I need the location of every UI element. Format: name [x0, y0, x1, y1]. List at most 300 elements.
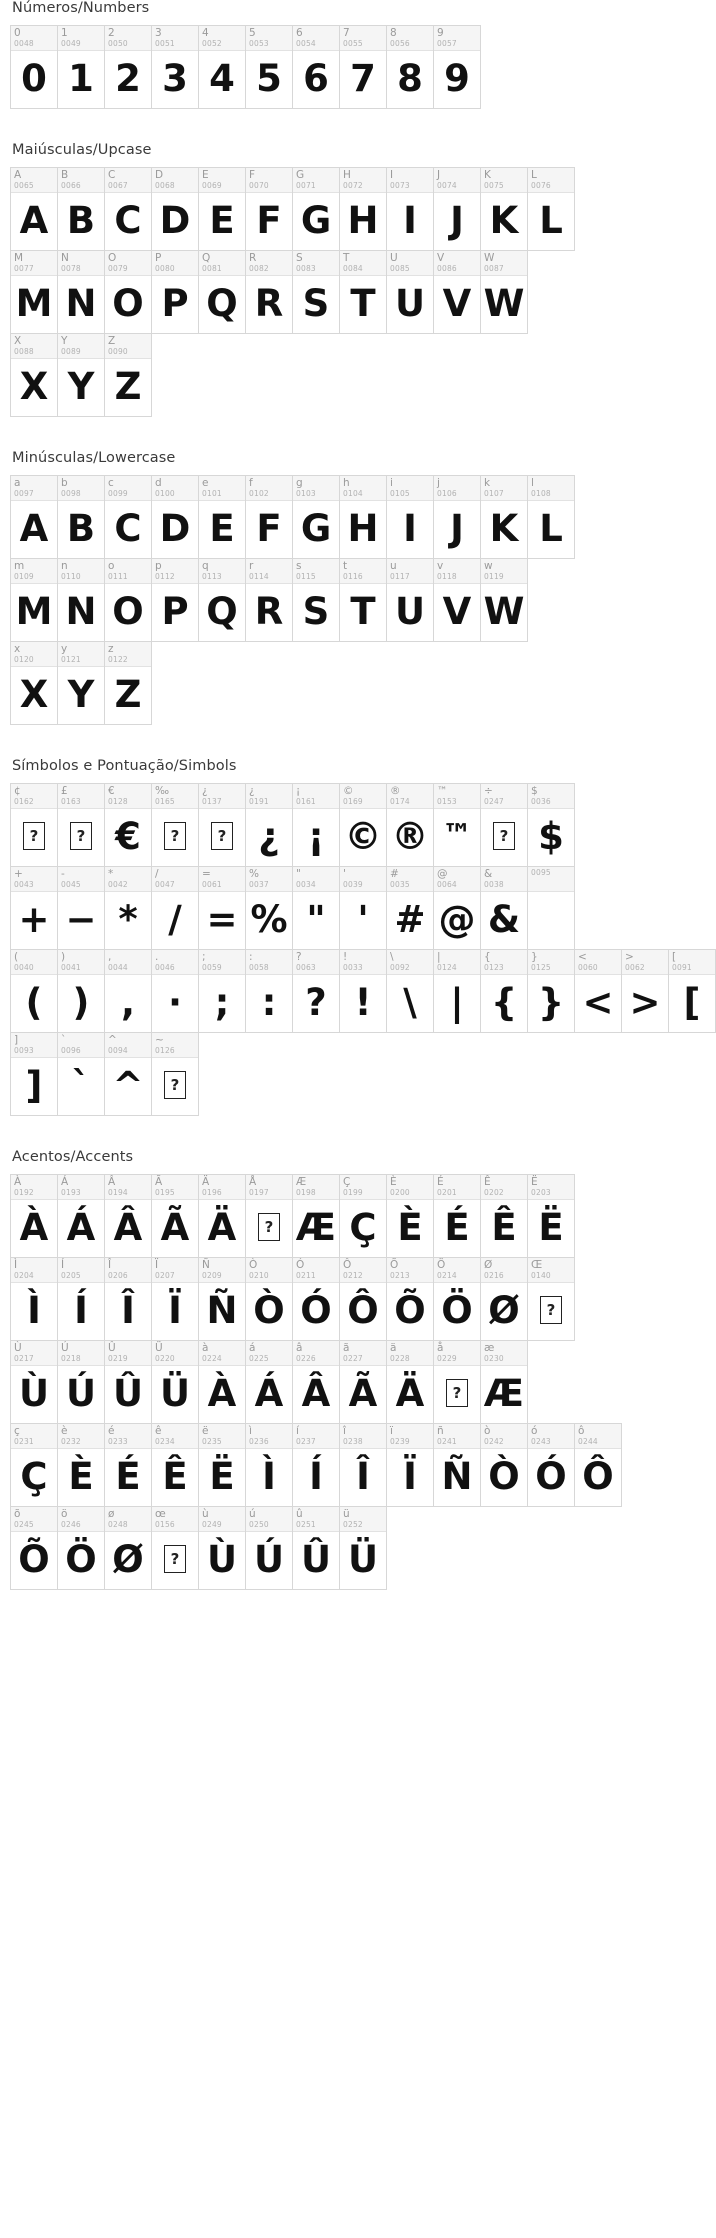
glyph-char-label: É [437, 1176, 444, 1188]
glyph-cell[interactable] [151, 1257, 199, 1341]
glyph-cell[interactable] [57, 641, 105, 725]
glyph-char-label: ç [14, 1425, 20, 1437]
glyph-char-label: Ù [14, 1342, 22, 1354]
glyph-char-label: , [108, 951, 112, 963]
glyph-row [10, 333, 151, 416]
glyph-cell[interactable] [10, 1506, 58, 1590]
glyph-cell[interactable] [480, 1174, 528, 1258]
glyph-code-label: 0216 [484, 1271, 504, 1280]
glyph-cell[interactable] [57, 167, 105, 251]
glyph-cell[interactable] [57, 783, 105, 867]
glyph-cell-header [152, 26, 198, 51]
glyph-char-label: ù [202, 1508, 209, 1520]
glyph-cell[interactable] [104, 1340, 152, 1424]
glyph-cell[interactable] [104, 25, 152, 109]
glyph-cell-header [246, 1507, 292, 1532]
glyph-code-label: 0064 [437, 880, 457, 889]
glyph-char-label: C [108, 169, 116, 181]
glyph-cell[interactable] [433, 167, 481, 251]
glyph-cell[interactable] [198, 1423, 246, 1507]
glyph-code-label: 0067 [108, 181, 128, 190]
glyph-cell[interactable] [104, 866, 152, 950]
glyph-code-label: 0081 [202, 264, 222, 273]
glyph-cell[interactable] [433, 475, 481, 559]
glyph-cell-header [293, 1507, 339, 1532]
glyph-cell-header [481, 1424, 527, 1449]
glyph-cell[interactable] [10, 250, 58, 334]
glyph-code-label: 0218 [61, 1354, 81, 1363]
glyph-char-label: ] [14, 1034, 19, 1046]
glyph-cell-header [293, 1175, 339, 1200]
glyph-cell[interactable] [151, 949, 199, 1033]
glyph-cell[interactable] [386, 1257, 434, 1341]
glyph-preview: © [344, 814, 382, 858]
glyph-cell[interactable] [104, 1423, 152, 1507]
glyph-preview: [ [683, 980, 701, 1024]
glyph-cell[interactable] [10, 1174, 58, 1258]
notdef-box-icon: ? [164, 1545, 186, 1573]
glyph-cell[interactable] [386, 25, 434, 109]
glyph-char-label: ¿ [249, 785, 255, 797]
glyph-char-label: À [14, 1176, 22, 1188]
glyph-cell[interactable] [574, 949, 622, 1033]
glyph-cell[interactable] [527, 783, 575, 867]
glyph-cell[interactable] [57, 1257, 105, 1341]
glyph-cell[interactable] [57, 250, 105, 334]
glyph-code-label: 0101 [202, 489, 222, 498]
glyph-char-label: [ [672, 951, 677, 963]
glyph-code-label: 0117 [390, 572, 410, 581]
glyph-cell[interactable] [57, 25, 105, 109]
glyph-char-label: 2 [108, 27, 115, 39]
glyph-cell[interactable] [151, 783, 199, 867]
glyph-cell[interactable] [151, 475, 199, 559]
glyph-cell[interactable] [151, 558, 199, 642]
glyph-cell[interactable] [480, 1340, 528, 1424]
glyph-code-label: 0153 [437, 797, 457, 806]
glyph-cell[interactable] [480, 475, 528, 559]
glyph-cell[interactable] [527, 1174, 575, 1258]
glyph-cell-header [481, 950, 527, 975]
glyph-cell[interactable] [57, 1032, 105, 1116]
glyph-preview: 9 [444, 56, 470, 100]
glyph-preview [152, 1532, 198, 1589]
glyph-cell[interactable] [433, 1340, 481, 1424]
glyph-cell[interactable] [245, 1174, 293, 1258]
glyph-cell[interactable] [574, 1423, 622, 1507]
section-title: Símbolos e Pontuação/Simbols [12, 758, 237, 774]
glyph-char-label: | [437, 951, 441, 963]
glyph-preview: @ [438, 897, 476, 941]
glyph-cell[interactable] [668, 949, 716, 1033]
glyph-code-label: 0079 [108, 264, 128, 273]
glyph-char-label: N [61, 252, 69, 264]
glyph-preview: B [66, 198, 96, 242]
glyph-cell[interactable] [198, 866, 246, 950]
glyph-cell-header [387, 784, 433, 809]
glyph-cell-header [105, 334, 151, 359]
section-title: Acentos/Accents [12, 1149, 134, 1165]
glyph-preview: H [347, 506, 379, 550]
glyph-cell[interactable] [527, 866, 575, 950]
glyph-cell[interactable] [527, 475, 575, 559]
glyph-cell[interactable] [245, 167, 293, 251]
glyph-cell[interactable] [57, 333, 105, 417]
glyph-cell[interactable] [621, 949, 669, 1033]
glyph-char-label: & [484, 868, 493, 880]
glyph-preview: 2 [115, 56, 141, 100]
glyph-code-label: 0094 [108, 1046, 128, 1055]
glyph-cell[interactable] [527, 1257, 575, 1341]
glyph-cell-header [528, 1424, 574, 1449]
glyph-cell-header [199, 1424, 245, 1449]
glyph-cell[interactable] [292, 866, 340, 950]
glyph-preview: Ç [20, 1454, 48, 1498]
glyph-cell[interactable] [433, 558, 481, 642]
glyph-code-label: 0098 [61, 489, 81, 498]
glyph-preview: J [450, 198, 464, 242]
notdef-box-icon: ? [540, 1296, 562, 1324]
glyph-char-label: Ø [484, 1259, 493, 1271]
glyph-cell[interactable] [57, 1340, 105, 1424]
glyph-cell[interactable] [198, 25, 246, 109]
glyph-char-label: B [61, 169, 69, 181]
glyph-preview: Ï [403, 1454, 417, 1498]
glyph-cell[interactable] [104, 1257, 152, 1341]
glyph-char-label: t [343, 560, 348, 572]
glyph-cell[interactable] [151, 1032, 199, 1116]
glyph-cell[interactable] [292, 1340, 340, 1424]
glyph-cell-header [528, 867, 574, 892]
glyph-cell[interactable] [245, 475, 293, 559]
glyph-preview: } [537, 980, 565, 1024]
glyph-cell[interactable] [480, 783, 528, 867]
glyph-code-label: 0041 [61, 963, 81, 972]
glyph-char-label: E [202, 169, 209, 181]
glyph-cell[interactable] [198, 250, 246, 334]
glyph-cell[interactable] [480, 250, 528, 334]
glyph-preview: Ü [159, 1371, 191, 1415]
glyph-cell[interactable] [245, 949, 293, 1033]
glyph-cell[interactable] [151, 1340, 199, 1424]
glyph-preview: 3 [162, 56, 188, 100]
glyph-cell[interactable] [198, 1506, 246, 1590]
glyph-code-label: 0085 [390, 264, 410, 273]
glyph-cell-header [246, 1424, 292, 1449]
glyph-cell[interactable] [527, 949, 575, 1033]
glyph-cell-header [434, 559, 480, 584]
glyph-row [10, 25, 480, 108]
glyph-row [10, 1423, 621, 1506]
glyph-cell[interactable] [480, 1257, 528, 1341]
glyph-preview: * [118, 897, 138, 941]
glyph-cell-header [105, 1258, 151, 1283]
glyph-cell[interactable] [151, 1423, 199, 1507]
glyph-cell[interactable] [433, 949, 481, 1033]
glyph-cell[interactable] [386, 866, 434, 950]
glyph-section [0, 1149, 661, 1589]
glyph-char-label: 4 [202, 27, 209, 39]
glyph-cell[interactable] [104, 167, 152, 251]
glyph-cell-header [246, 559, 292, 584]
glyph-preview: < [582, 980, 614, 1024]
glyph-char-label: û [296, 1508, 303, 1520]
glyph-preview: R [254, 589, 284, 633]
glyph-cell[interactable] [339, 558, 387, 642]
glyph-cell[interactable] [245, 1340, 293, 1424]
glyph-cell-header [528, 784, 574, 809]
glyph-cell[interactable] [339, 1423, 387, 1507]
glyph-cell[interactable] [292, 25, 340, 109]
glyph-preview: { [490, 980, 518, 1024]
glyph-cell-header [199, 559, 245, 584]
glyph-code-label: 0194 [108, 1188, 128, 1197]
glyph-cell[interactable] [10, 1423, 58, 1507]
glyph-cell[interactable] [339, 1174, 387, 1258]
glyph-cell[interactable] [480, 167, 528, 251]
glyph-cell[interactable] [339, 25, 387, 109]
glyph-cell[interactable] [104, 949, 152, 1033]
glyph-cell-header [152, 1341, 198, 1366]
glyph-cell[interactable] [57, 558, 105, 642]
section-title: Maiúsculas/Upcase [12, 142, 152, 158]
glyph-cell[interactable] [10, 866, 58, 950]
glyph-code-label: 0061 [202, 880, 222, 889]
glyph-cell[interactable] [339, 167, 387, 251]
glyph-cell[interactable] [104, 333, 152, 417]
glyph-cell[interactable] [198, 783, 246, 867]
glyph-cell[interactable] [10, 949, 58, 1033]
glyph-cell[interactable] [104, 558, 152, 642]
glyph-preview: Á [66, 1205, 96, 1249]
glyph-cell[interactable] [527, 1423, 575, 1507]
glyph-code-label: 0104 [343, 489, 363, 498]
glyph-cell[interactable] [386, 1340, 434, 1424]
glyph-cell[interactable] [57, 475, 105, 559]
glyph-cell[interactable] [10, 558, 58, 642]
glyph-cell[interactable] [386, 949, 434, 1033]
glyph-cell[interactable] [57, 1506, 105, 1590]
glyph-char-label: 9 [437, 27, 444, 39]
glyph-preview: M [15, 281, 53, 325]
glyph-code-label: 0107 [484, 489, 504, 498]
glyph-char-label: ¡ [296, 785, 301, 797]
glyph-cell[interactable] [245, 866, 293, 950]
glyph-row [10, 1340, 527, 1423]
glyph-cell[interactable] [292, 558, 340, 642]
glyph-cell[interactable] [10, 783, 58, 867]
glyph-cell[interactable] [245, 25, 293, 109]
glyph-cell[interactable] [386, 783, 434, 867]
glyph-cell[interactable] [198, 1174, 246, 1258]
glyph-cell[interactable] [245, 250, 293, 334]
glyph-cell[interactable] [198, 1257, 246, 1341]
glyph-cell[interactable] [292, 167, 340, 251]
glyph-cell[interactable] [292, 1257, 340, 1341]
glyph-cell[interactable] [151, 1506, 199, 1590]
glyph-cell[interactable] [198, 1340, 246, 1424]
glyph-cell[interactable] [433, 783, 481, 867]
glyph-cell[interactable] [386, 558, 434, 642]
glyph-cell-header [58, 559, 104, 584]
glyph-cell[interactable] [198, 167, 246, 251]
glyph-cell[interactable] [339, 866, 387, 950]
glyph-cell[interactable] [433, 1174, 481, 1258]
glyph-cell[interactable] [480, 1423, 528, 1507]
glyph-cell[interactable] [292, 1174, 340, 1258]
glyph-cell[interactable] [433, 25, 481, 109]
glyph-cell-header [387, 1424, 433, 1449]
glyph-char-label: u [390, 560, 397, 572]
glyph-cell[interactable] [480, 866, 528, 950]
glyph-cell[interactable] [10, 333, 58, 417]
glyph-code-label: 0206 [108, 1271, 128, 1280]
glyph-cell[interactable] [292, 949, 340, 1033]
glyph-cell[interactable] [10, 641, 58, 725]
glyph-cell[interactable] [339, 475, 387, 559]
glyph-cell-header [199, 950, 245, 975]
glyph-cell[interactable] [433, 1257, 481, 1341]
glyph-preview: Y [67, 672, 95, 716]
glyph-cell[interactable] [10, 167, 58, 251]
glyph-char-label: Ò [249, 1259, 258, 1271]
glyph-cell[interactable] [292, 1506, 340, 1590]
glyph-cell[interactable] [57, 1174, 105, 1258]
glyph-cell[interactable] [151, 250, 199, 334]
glyph-char-label: 6 [296, 27, 303, 39]
glyph-code-label: 0123 [484, 963, 504, 972]
glyph-cell[interactable] [292, 250, 340, 334]
glyph-row [10, 558, 527, 641]
glyph-code-label: 0033 [343, 963, 363, 972]
glyph-char-label: á [249, 1342, 256, 1354]
glyph-cell[interactable] [480, 949, 528, 1033]
glyph-cell[interactable] [104, 475, 152, 559]
glyph-code-label: 0214 [437, 1271, 457, 1280]
glyph-cell[interactable] [151, 167, 199, 251]
glyph-cell[interactable] [198, 949, 246, 1033]
glyph-cell[interactable] [104, 1174, 152, 1258]
glyph-cell-header [340, 1507, 386, 1532]
glyph-cell[interactable] [480, 558, 528, 642]
glyph-char-label: Q [202, 252, 211, 264]
glyph-cell[interactable] [151, 866, 199, 950]
glyph-cell[interactable] [339, 250, 387, 334]
glyph-cell-header [152, 1507, 198, 1532]
glyph-cell[interactable] [104, 641, 152, 725]
glyph-cell[interactable] [386, 1423, 434, 1507]
glyph-cell[interactable] [57, 866, 105, 950]
glyph-cell[interactable] [433, 866, 481, 950]
glyph-preview: ™ [442, 818, 472, 853]
glyph-cell[interactable] [386, 475, 434, 559]
glyph-char-label: ? [296, 951, 302, 963]
glyph-preview [199, 809, 245, 866]
glyph-cell-header [11, 1507, 57, 1532]
glyph-cell[interactable] [245, 1423, 293, 1507]
glyph-cell[interactable] [386, 167, 434, 251]
glyph-char-label: } [531, 951, 538, 963]
glyph-cell[interactable] [339, 1340, 387, 1424]
glyph-cell-header [58, 1175, 104, 1200]
glyph-cell[interactable] [339, 1506, 387, 1590]
glyph-cell[interactable] [10, 475, 58, 559]
glyph-cell[interactable] [339, 783, 387, 867]
glyph-cell[interactable] [292, 475, 340, 559]
glyph-cell[interactable] [104, 250, 152, 334]
glyph-cell[interactable] [104, 783, 152, 867]
glyph-preview: Ë [538, 1205, 564, 1249]
glyph-cell-header [434, 1175, 480, 1200]
glyph-char-label: ' [343, 868, 346, 880]
glyph-cell[interactable] [292, 783, 340, 867]
glyph-cell[interactable] [198, 475, 246, 559]
glyph-cell[interactable] [433, 1423, 481, 1507]
glyph-cell[interactable] [433, 250, 481, 334]
glyph-preview: T [350, 281, 376, 325]
glyph-code-label: 0115 [296, 572, 316, 581]
glyph-cell[interactable] [151, 1174, 199, 1258]
glyph-cell[interactable] [198, 558, 246, 642]
glyph-cell[interactable] [339, 949, 387, 1033]
glyph-cell[interactable] [245, 783, 293, 867]
glyph-char-label: Â [108, 1176, 116, 1188]
glyph-char-label: U [390, 252, 398, 264]
glyph-cell-header [58, 476, 104, 501]
glyph-preview: Û [300, 1537, 332, 1581]
glyph-cell[interactable] [151, 25, 199, 109]
glyph-preview: D [159, 506, 191, 550]
glyph-cell[interactable] [292, 1423, 340, 1507]
glyph-char-label: g [296, 477, 303, 489]
glyph-char-label: / [155, 868, 159, 880]
glyph-cell[interactable] [386, 250, 434, 334]
glyph-cell[interactable] [245, 1257, 293, 1341]
glyph-char-label: Î [108, 1259, 112, 1271]
glyph-char-label: è [61, 1425, 68, 1437]
glyph-code-label: 0071 [296, 181, 316, 190]
glyph-cell[interactable] [10, 25, 58, 109]
glyph-char-label: 3 [155, 27, 162, 39]
glyph-cell[interactable] [339, 1257, 387, 1341]
glyph-cell-header [152, 784, 198, 809]
glyph-cell[interactable] [57, 949, 105, 1033]
glyph-cell[interactable] [245, 1506, 293, 1590]
glyph-char-label: % [249, 868, 259, 880]
glyph-preview: Ó [535, 1454, 567, 1498]
glyph-code-label: 0044 [108, 963, 128, 972]
glyph-char-label: ~ [155, 1034, 164, 1046]
glyph-preview: À [19, 1205, 49, 1249]
glyph-cell[interactable] [104, 1506, 152, 1590]
glyph-cell[interactable] [10, 1032, 58, 1116]
glyph-preview: J [450, 506, 464, 550]
glyph-char-label: k [484, 477, 491, 489]
glyph-cell[interactable] [10, 1257, 58, 1341]
glyph-cell-header [199, 251, 245, 276]
glyph-char-label: Í [61, 1259, 65, 1271]
glyph-code-label: 0207 [155, 1271, 175, 1280]
glyph-cell[interactable] [527, 167, 575, 251]
glyph-preview: Ô [347, 1288, 379, 1332]
glyph-cell[interactable] [57, 1423, 105, 1507]
glyph-char-label: b [61, 477, 68, 489]
glyph-cell[interactable] [104, 1032, 152, 1116]
glyph-cell[interactable] [245, 558, 293, 642]
glyph-cell[interactable] [10, 1340, 58, 1424]
glyph-cell[interactable] [386, 1174, 434, 1258]
glyph-cell-header [58, 1341, 104, 1366]
